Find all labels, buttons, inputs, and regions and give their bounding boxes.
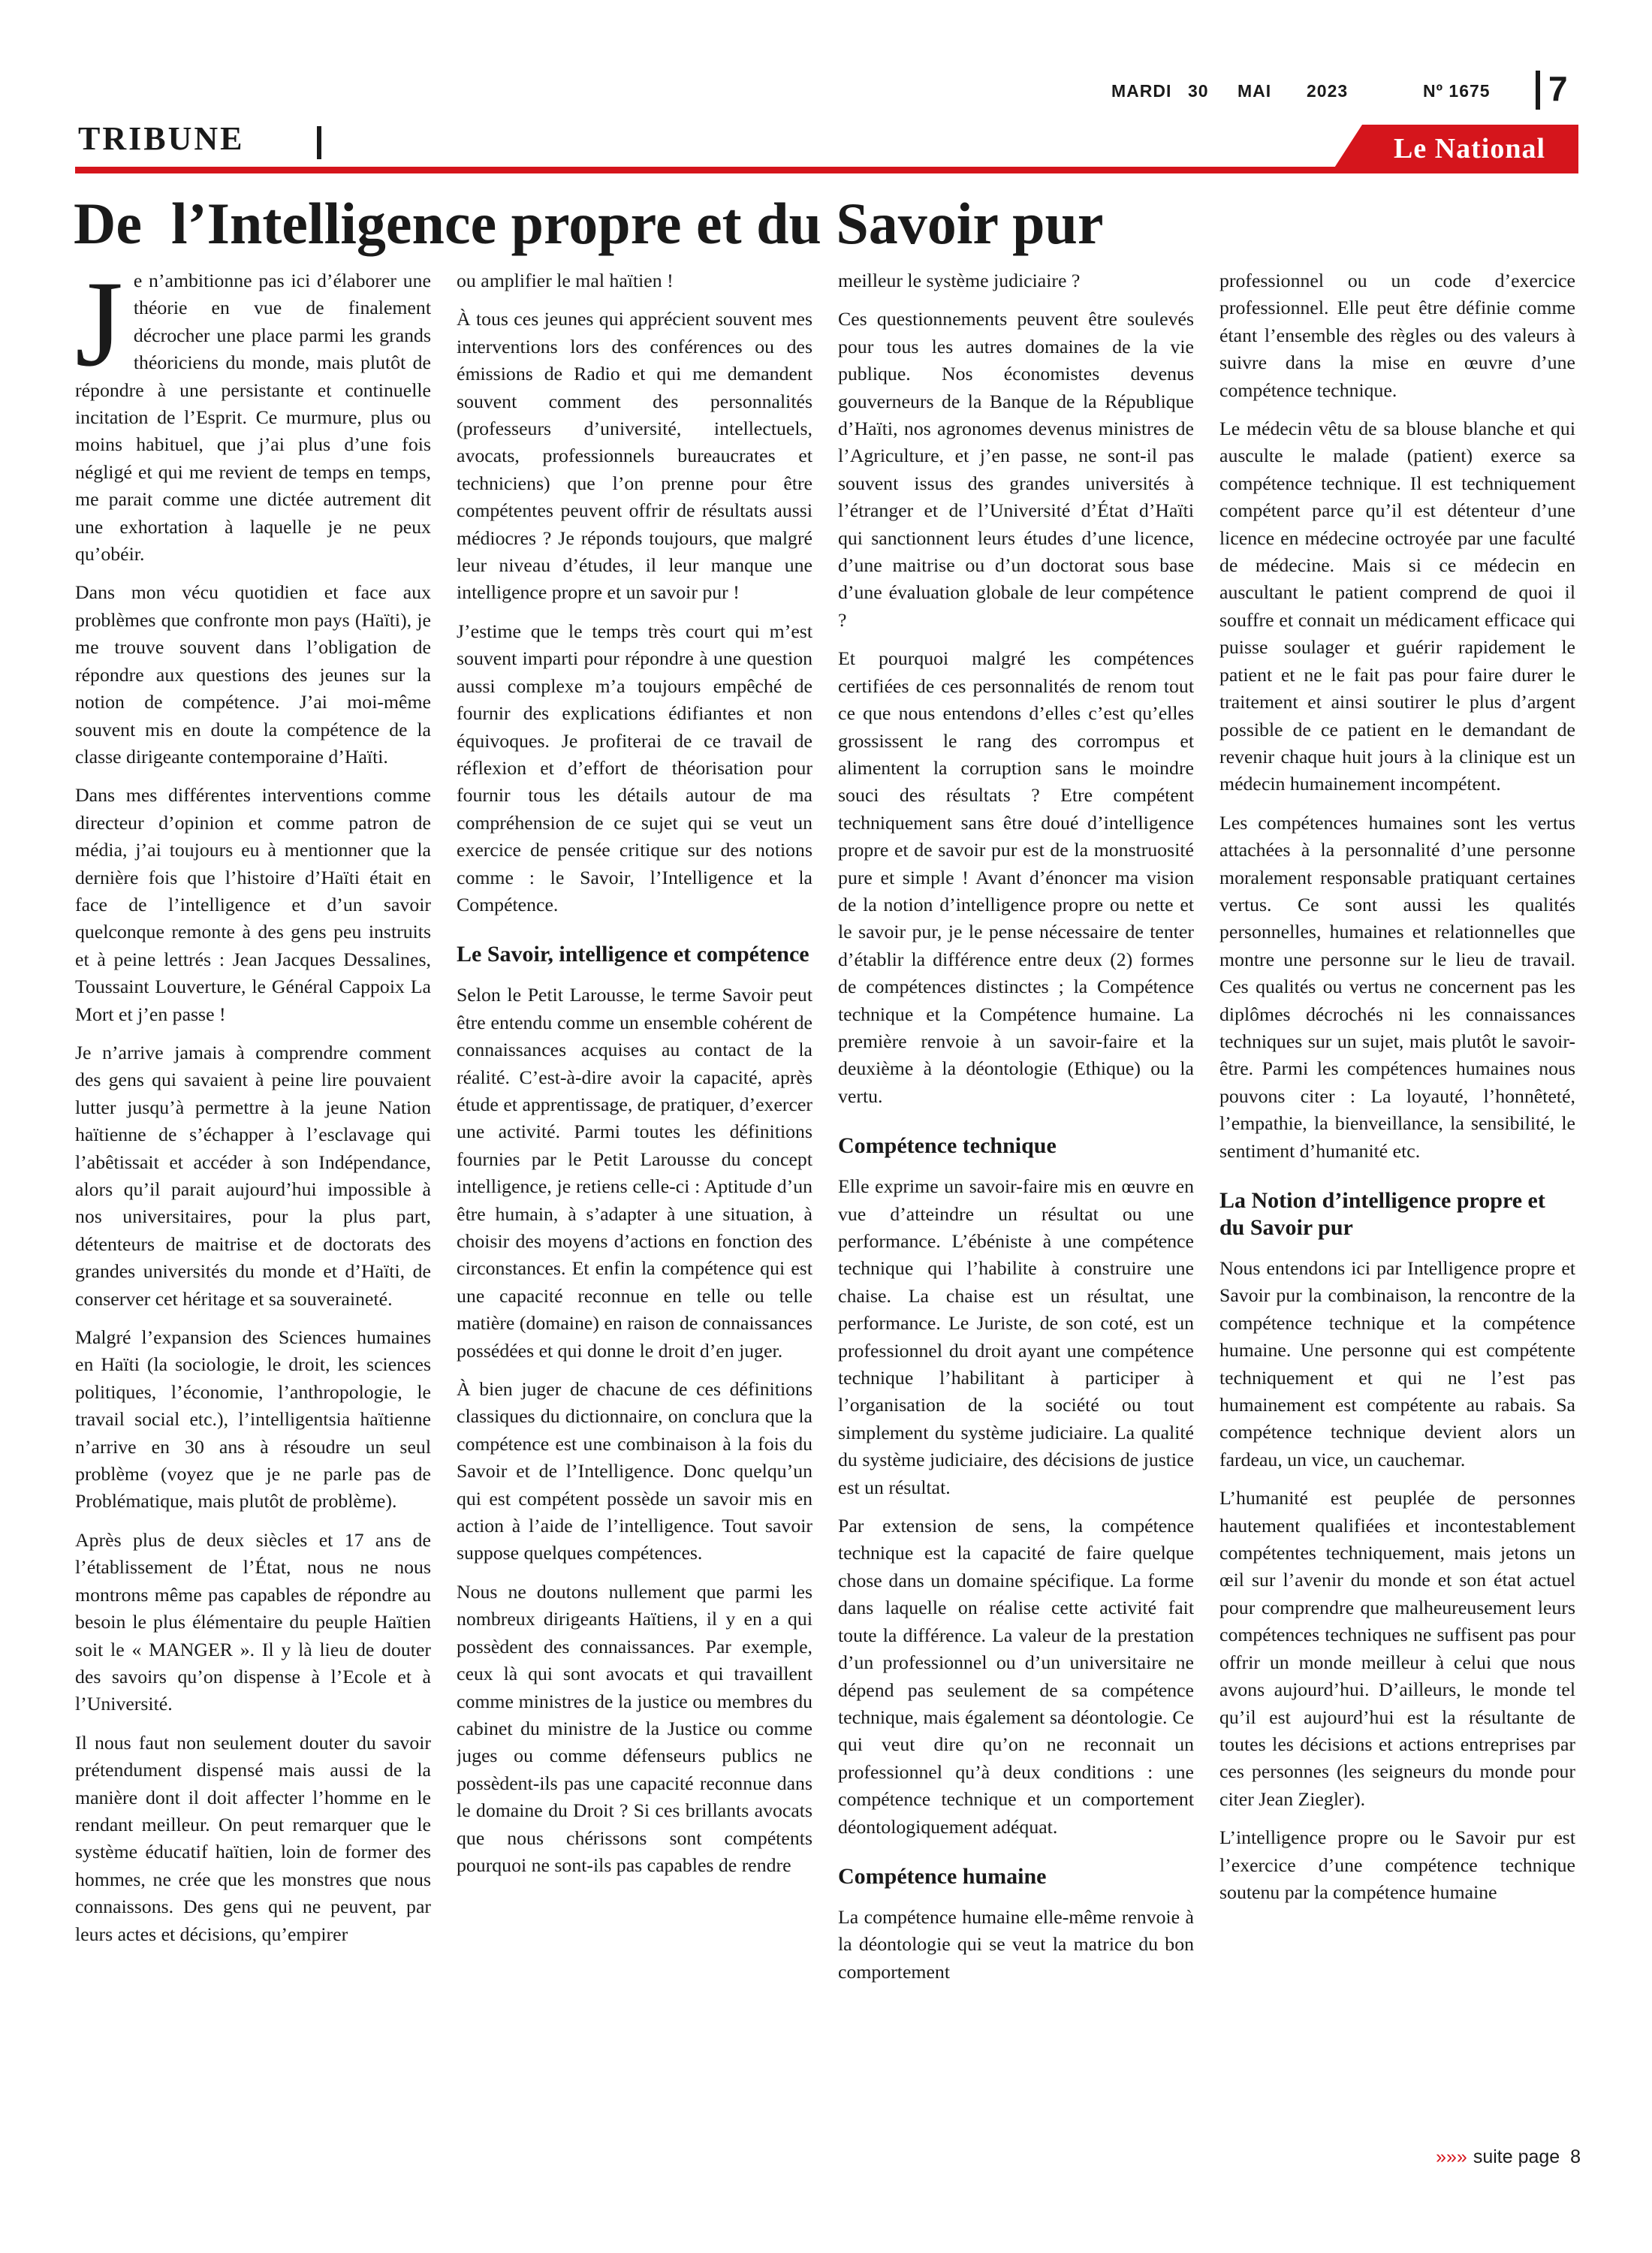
paragraph: Nous ne doutons nullement que parmi les nombreux dirigeants Haïtiens, il y en a qui possèdent des connaissances. Par exemple, ceux là qui sont avocats et qui travaillent comme ministres de la justice ou membres du cabinet du ministre de la Justice ou comme juges ou comme défenseurs publics ne possèdent-ils pas une capacité reconnue dans le domaine du Droit ? Si ces brillants avocats que nous chérissons sont compétents pourquoi ne sont-ils pas capables de rendre [457,1580,812,1876]
paragraph [75,267,431,568]
page-number: 7 [1548,69,1568,108]
paragraph: Il nous faut non seulement douter du savoir prétendument dispensé mais aussi de la manière dont il doit affecter l’homme en le rendant meilleur. On peut remarquer que le système éducatif haïtien, loin de former des hommes, ne crée que les monstres que nous connaissons. Des gens qui ne peuvent, par leurs actes et décisions, qu’empirer [75,1731,431,1945]
continuation-note [1374,2146,1581,2168]
year: 2023 [1307,81,1349,101]
paragraph: L’intelligence propre ou le Savoir pur est l’exercice d’une compétence technique soutenu par la compétence humaine [1219,1826,1575,1903]
paragraph: Et pourquoi malgré les compétences certifiées de ces personnalités de renom tout ce que nous entendons d’elles c’est qu’elles grossissent le rang des corrompus et alimentent la corruption sans le moindre souci des résultats ? Etre compétent techniquement sans être doué d’intelligence propre et de savoir pur est de la monstruosité pure et simple ! Avant d’énoncer ma vision de la notion d’intelligence propre ou nette et le savoir pur, je le pense nécessaire de tenter d’établir la différence entre deux (2) formes de compétences distinctes ; la Compétence technique et la Compétence humaine. La première renvoie à un savoir-faire et la deuxième à la déontologie (Ethique) ou la vertu. [838,647,1194,1107]
weekday: MARDI [1111,81,1172,101]
section-label: TRIBUNE [78,120,245,157]
paragraph: L’humanité est peuplée de personnes hautement qualifiées et incontestablement compétentes techniquement, mais jetons un œil sur l’avenir du monde et son état actuel pour comprendre que malheureusement leurs compétences techniques ne suffisent pas pour offrir un monde meilleur à celui que nous avons aujourd’hui. D’ailleurs, le monde tel qu’il est aujourd’hui est la résultante de toutes les décisions et actions entreprises par ces personnes (les seigneurs du monde pour citer Jean Ziegler). [1219,1487,1575,1810]
drop-cap: J [75,267,123,392]
day: 30 [1188,81,1209,101]
paragraph: Par extension de sens, la compétence technique est la capacité de faire quelque chose dans un domaine spécifique. La forme dans laquelle on réalise cette activité fait toute la différence. La valeur de la prestation d’un professionnel ou d’un universitaire ne dépend pas seulement de sa compétence technique, mais également sa déontologie. Ce qui veut dire qu’on ne reconnait un professionnel qu’à deux conditions : une compétence technique et un comportement déontologiquement adéquat. [838,1515,1194,1838]
paragraph: professionnel ou un code d’exercice professionnel. Elle peut être définie comme étant l’ensemble des règles ou des valeurs à suivre dans la mise en œuvre d’une compétence technique. [1219,270,1575,401]
article-title: De l’Intelligence propre et du Savoir pur [74,191,1104,256]
section-heading: La Notion d’intelligence propre et du Savoir pur [1219,1188,1545,1240]
paragraph: Ces questionnements peuvent être soulevés pour tous les autres domaines de la vie publique. Nos économistes devenus gouverneurs de la Banque de la République d’Haïti, nos agronomes devenus ministres de l’Agriculture, et j’en passe, ne sont-il pas souvent issus des grandes universités à l’étranger et de l’Université d’État d’Haïti qui sanctionnent leurs études d’une licence, d’une maitrise ou d’un doctorat sous base d’une évaluation globale de leur compétence ? [838,308,1194,631]
article-column-3 [838,267,1194,2152]
paragraph: Selon le Petit Larousse, le terme Savoir peut être entendu comme un ensemble cohérent de connaissances acquises au contact de la réalité. C’est-à-dire avoir la capacité, après étude et apprentissage, de pratiquer, d’exercer une activité. Parmi toutes les définitions fournies par le Petit Larousse du concept intelligence, je retiens celle-ci : Aptitude d’un être humain, à s’adapter à une situation, à choisir des moyens d’actions en fonction des circonstances. Et enfin la compétence qui est une capacité reconnue en telle ou telle matière (domaine) en raison de connaissances possédées et qui donne le droit d’en juger. [457,984,812,1362]
paragraph: À tous ces jeunes qui apprécient souvent mes interventions lors des conférences ou des émissions de Radio et qui me demandent souvent comment des personnalités (professeurs d’université, intellectuels, avocats, professionnels bureaucrates et techniciens) que l’on prenne pour être compétentes peuvent offrir de résultats aussi médiocres ? Je réponds toujours, que malgré leur niveau d’études, il leur manque une intelligence propre et un savoir pur ! [457,308,812,604]
date-line [1111,75,1502,105]
section-heading: Le Savoir, intelligence et compétence [457,942,809,967]
article-column-1 [75,267,431,2152]
paragraph: Elle exprime un savoir-faire mis en œuvre en vue d’atteindre un résultat ou une performance. L’ébéniste à une compétence technique qui l’habilite à construire une chaise. La chaise est un résultat, une performance. Le Juriste, de son coté, est un professionnel du droit ayant une compétence technique l’habilitant à participer à l’organisation de la société ou tout simplement du système judiciaire. La qualité du système judiciaire, des décisions de justice est un résultat. [838,1175,1194,1498]
page-number-divider [1536,71,1540,110]
paragraph: Je n’arrive jamais à comprendre comment des gens qui savaient à peine lire pouvaient lutter jusqu’à permettre à la jeune Nation haïtienne de s’échapper à l’esclavage qui l’abêtissait et accéder à son Indépendance, alors qu’il parait aujourd’hui impossible à nos universitaires, pour la plus part, détenteurs de maitrise et de doctorats des grandes universités du monde et d’Haïti, de conserver cet héritage et sa souveraineté. [75,1041,431,1310]
continuation-label: suite page [1473,2146,1560,2167]
paragraph-text: e n’ambitionne pas ici d’élaborer une théorie en vue de finalement décrocher une place parmi les grands théoriciens du monde, mais plutôt de répondre à une persistante et continuelle incitation de l’Esprit. Ce murmure, plus ou moins habituel, que j’ai plus d’une fois négligé et qui me revient de temps en temps, me parait comme une dictée autrement dit une exhortation à laquelle je ne peux qu’obéir. [75,270,431,566]
section-heading: Compétence technique [838,1133,1057,1159]
paragraph: Le médecin vêtu de sa blouse blanche et qui ausculte le malade (patient) exerce sa compétence technique. Il est techniquement compétent parce qu’il est détenteur d’une licence en médecine octroyée par une faculté de médecine. Mais si ce médecin en auscultant le patient comprend de quoi il souffre et connait un médicament efficace qui puisse soulager et guérir rapidement le patient et ne le fait pas pour faire durer le traitement et ainsi soutirer le plus d’argent possible de ce patient en le demandant de revenir chaque huit jours à la clinique est un médecin humainement incompétent. [1219,418,1575,795]
paragraph: J’estime que le temps très court qui m’est souvent imparti pour répondre à une question aussi complexe m’a toujours empêché de fournir des explications édifiantes et non équivoques. Je profiterai de ce travail de réflexion et d’effort de théorisation pour fournir tous les détails autour de ma compréhension de ce sujet qui se veut un exercice de pensée critique sur des notions comme : le Savoir, l’Intelligence et la Compétence. [457,620,812,915]
paragraph: À bien juger de chacune de ces définitions classiques du dictionnaire, on conclura que la compétence est une combinaison à la fois du Savoir et de l’Intelligence. Donc quelqu’un qui est compétent possède un savoir mis en action à l’aide de l’intelligence. Tout savoir suppose quelques compétences. [457,1378,812,1564]
section-heading: Compétence humaine [838,1863,1047,1889]
paragraph: Les compétences humaines sont les vertus attachées à la personnalité d’une personne moralement responsable pratiquant certaines vertus. Ce sont aussi les qualités personnelles, humaines et relationnelles que montre une personne sur le lieu de travail. Ces qualités ou vertus ne concernent pas les diplômes décrochés ni les connaissances techniques sur un sujet, mais plutôt le savoir-être. Parmi les compétences humaines nous pouvons citer : La loyauté, l’honnêteté, l’empathie, la bienveillance, la sensibilité, le sentiment d’humanité etc. [1219,811,1575,1162]
paragraph: Après plus de deux siècles et 17 ans de l’établissement de l’État, nous ne nous montrons même pas capables de répondre au besoin le plus élémentaire du peuple Haïtien soit le « MANGER ». Il y là lieu de douter des savoirs qu’on dispense à l’Ecole et à l’Université. [75,1528,431,1715]
section-divider [317,126,321,159]
paragraph: meilleur le système judiciaire ? [838,270,1081,291]
article-column-2 [457,267,812,2152]
paragraph: ou amplifier le mal haïtien ! [457,270,674,291]
month: MAI [1237,81,1272,101]
paragraph: La compétence humaine elle-même renvoie à la déontologie qui se veut la matrice du bon comportement [838,1905,1194,1983]
continuation-page: 8 [1570,2146,1581,2167]
continuation-arrows: »»» [1436,2146,1467,2167]
paragraph: Nous entendons ici par Intelligence propre et Savoir pur la combinaison, la rencontre de la compétence technique et la compétence humaine. Une personne qui est compétente techniquement et qui ne l’est pas humainement est compétente au rabais. Sa compétence technique devient alors un fardeau, un vice, un cauchemar. [1219,1257,1575,1470]
paragraph: Malgré l’expansion des Sciences humaines en Haïti (la sociologie, le droit, les sciences politiques, l’économie, l’anthropologie, le travail social etc.), l’intelligentsia haïtienne n’arrive en 30 ans à résoudre un seul problème (voyez que je ne parle pas de Problématique, mais plutôt de problème). [75,1326,431,1513]
article-column-4 [1219,267,1575,2152]
publication-name: Le National [1393,133,1546,164]
paragraph: Dans mon vécu quotidien et face aux problèmes que confronte mon pays (Haïti), je me trouve souvent dans l’obligation de répondre aux questions des jeunes sur la notion de compétence. J’ai moi-même souvent mis en doute la compétence de la classe dirigeante contemporaine d’Haïti. [75,581,431,768]
issue-number: Nº 1675 [1423,81,1491,101]
paragraph: Dans mes différentes interventions comme directeur d’opinion et comme patron de média, j’ai toujours eu à mentionner que la dernière fois que l’histoire d’Haïti était en face de l’intelligence et d’un savoir quelconque remonte à des gens peu instruits et à peine lettrés : Jean Jacques Dessalines, Toussaint Louverture, le Général Cappoix La Mort et j’en passe ! [75,784,431,1025]
